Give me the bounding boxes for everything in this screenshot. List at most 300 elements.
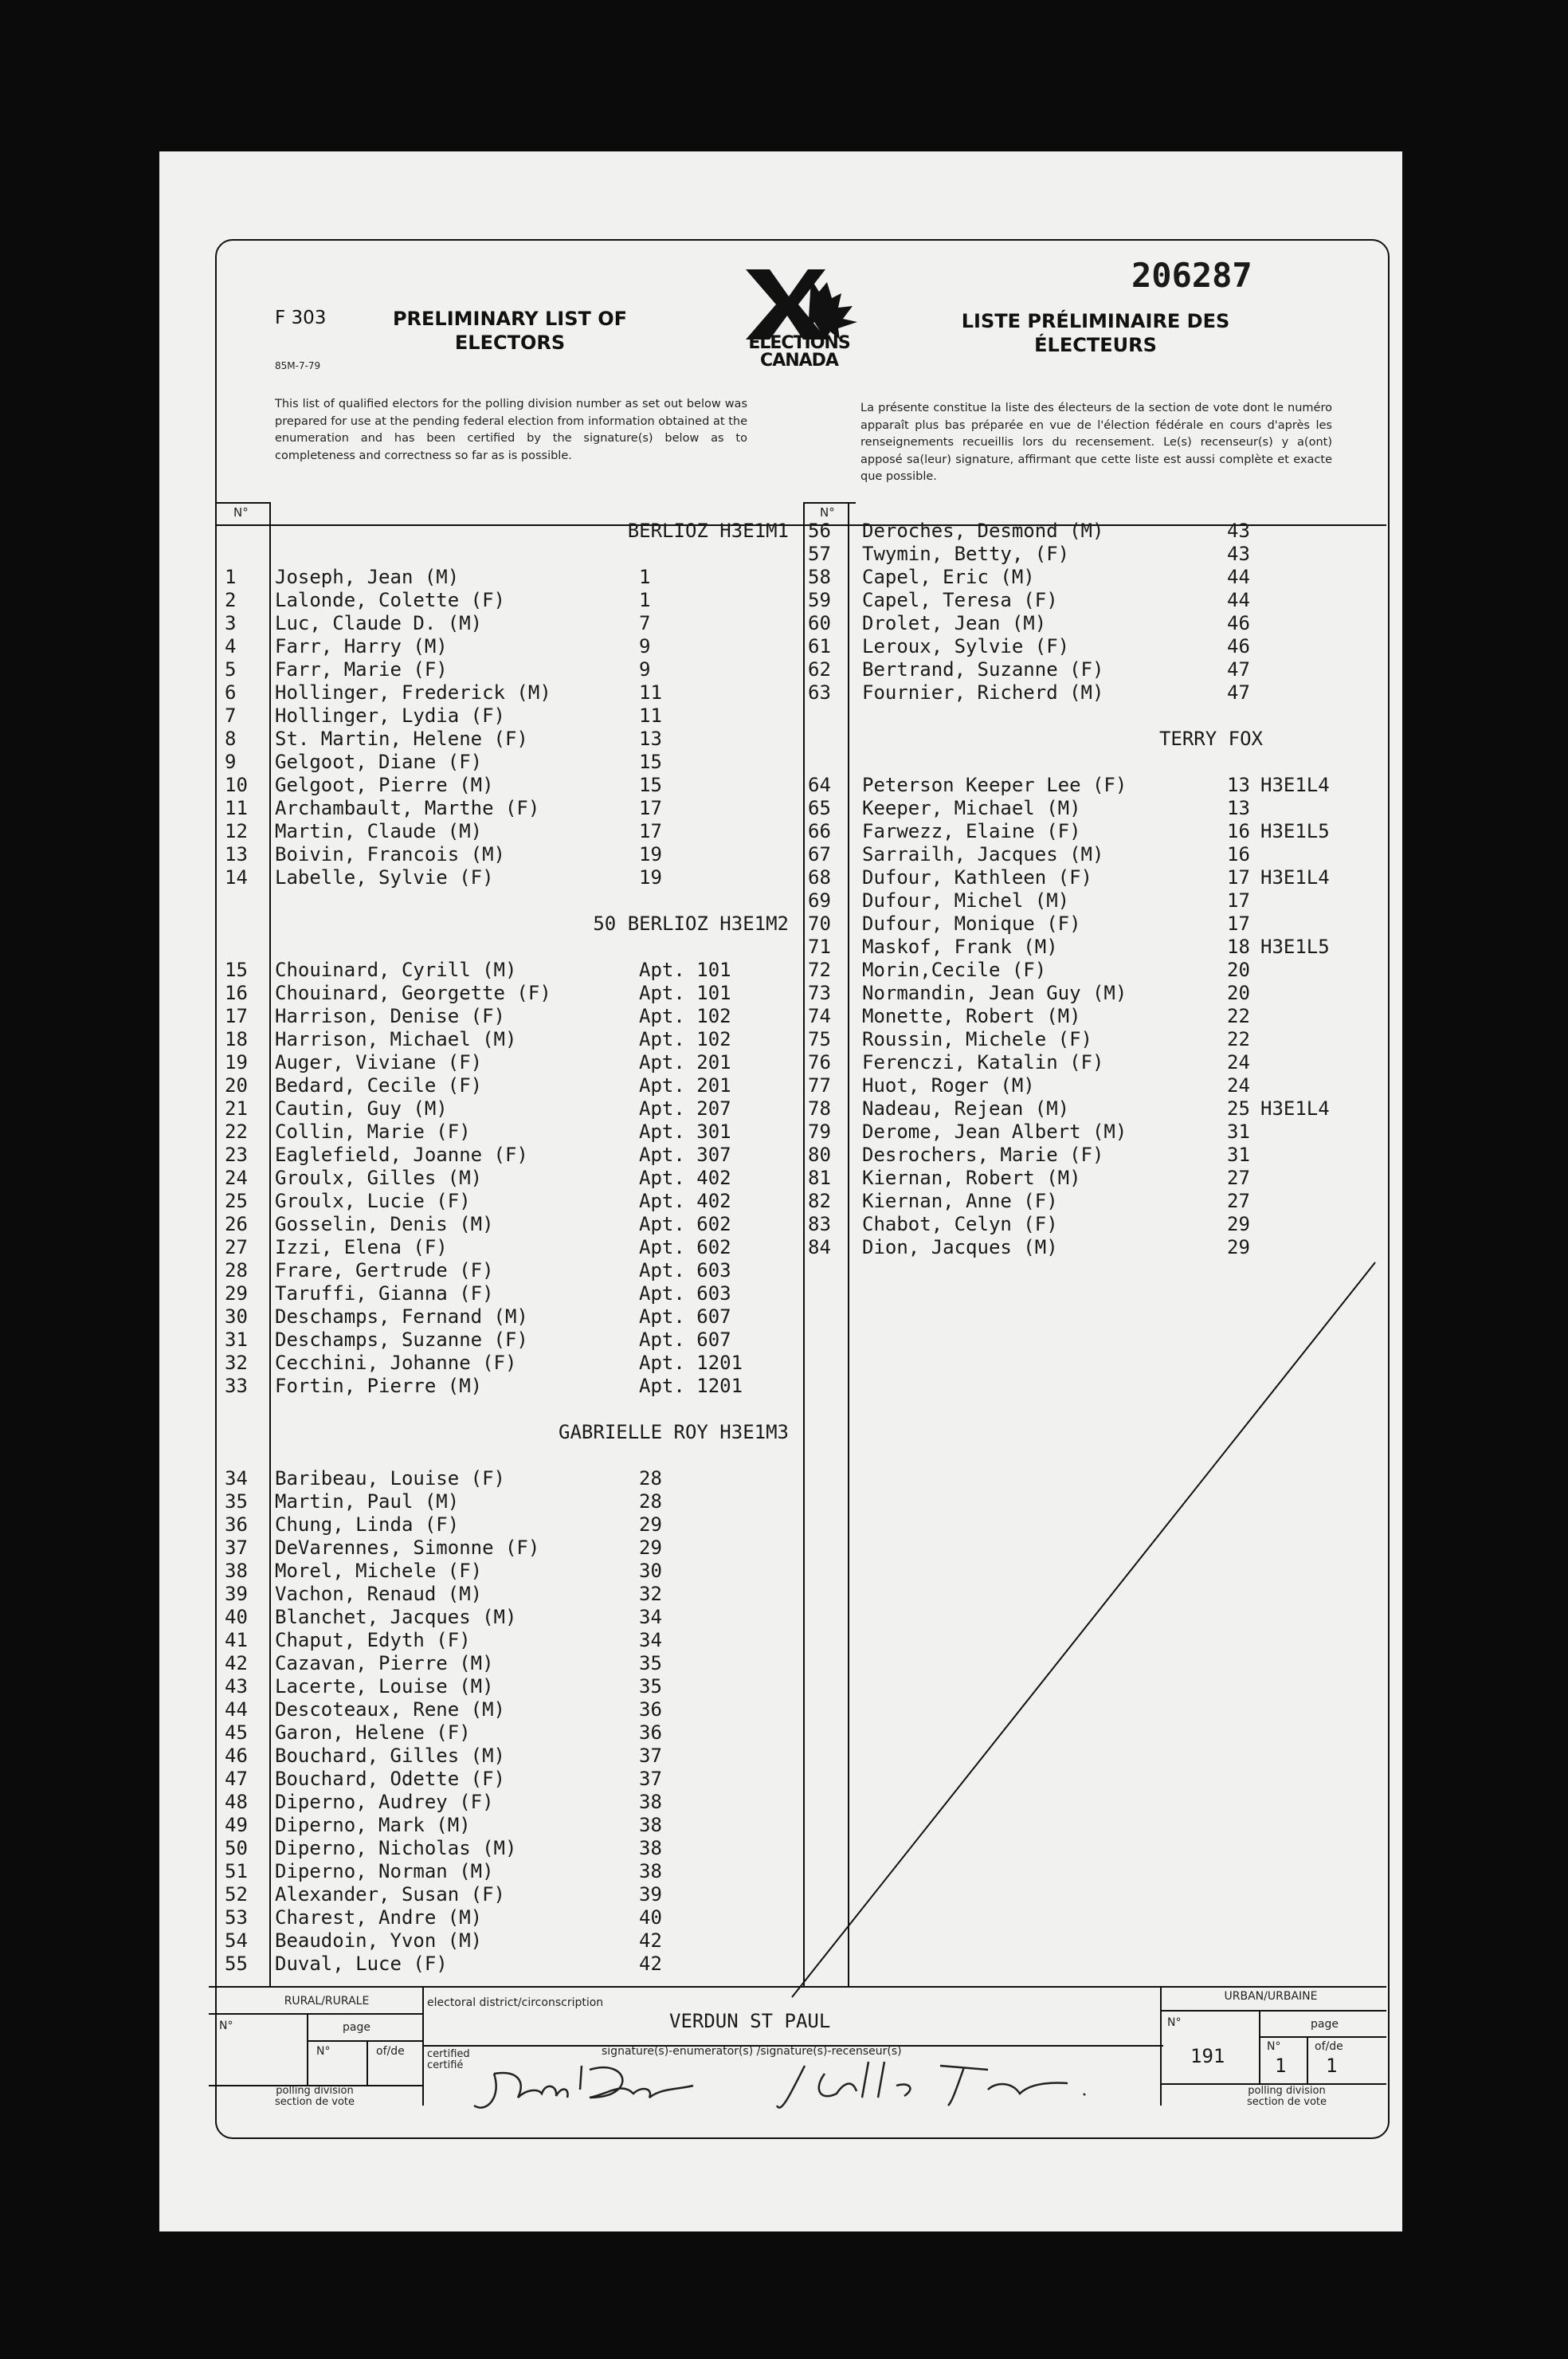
elector-address: Apt. 101 [639, 982, 731, 1004]
elector-number: 81 [808, 1167, 831, 1189]
elector-name: Kiernan, Anne (F) [862, 1190, 1058, 1212]
elector-address: Apt. 201 [639, 1074, 731, 1097]
elector-number: 17 [225, 1005, 248, 1027]
elector-address: 1 [639, 566, 651, 588]
elector-address: 27 [1227, 1167, 1250, 1189]
left-no-header-rule [217, 502, 269, 504]
elector-name: Peterson Keeper Lee (F) [862, 774, 1127, 796]
logo-text-elections: ELECTIONS [748, 333, 850, 353]
rural-of-label: of/de [376, 2045, 405, 2058]
street-heading: 50 BERLIOZ H3E1M2 [593, 913, 789, 935]
elector-address: Apt. 402 [639, 1190, 731, 1212]
elector-row [0, 589, 1568, 612]
title-french-line-2: ÉLECTEURS [1034, 334, 1157, 356]
elector-row [0, 751, 1568, 774]
elector-name: Leroux, Sylvie (F) [862, 635, 1070, 657]
elector-address: 29 [639, 1513, 662, 1536]
intro-english: This list of qualified electors for the polling division number as set out below was prepared for use at the pending federal election from information obtained at the enumeration and has been certified by the signature(s) below as to completeness and correctness so far as is possible. [275, 398, 747, 462]
elector-number: 56 [808, 520, 831, 542]
elector-number: 80 [808, 1144, 831, 1166]
rural-of-rule [367, 2040, 368, 2085]
elector-number: 27 [225, 1236, 248, 1258]
elector-row [0, 681, 1568, 705]
elector-address: 7 [639, 612, 651, 634]
elector-name: Duval, Luce (F) [275, 1953, 448, 1975]
elector-name: Harrison, Denise (F) [275, 1005, 505, 1027]
urban-no-rule [1259, 2010, 1260, 2083]
elector-number: 21 [225, 1097, 248, 1120]
elector-row [0, 1121, 1568, 1144]
elector-name: Ferenczi, Katalin (F) [862, 1051, 1104, 1074]
elector-address: Apt. 603 [639, 1282, 731, 1305]
elector-row [0, 705, 1568, 728]
elector-name: Vachon, Renaud (M) [275, 1583, 483, 1605]
elector-number: 76 [808, 1051, 831, 1074]
elector-address: 20 [1227, 982, 1250, 1004]
elector-name: Eaglefield, Joanne (F) [275, 1144, 528, 1166]
elector-address: 27 [1227, 1190, 1250, 1212]
elector-name: Martin, Claude (M) [275, 820, 483, 842]
elector-number: 82 [808, 1190, 831, 1212]
elector-number: 28 [225, 1259, 248, 1282]
elector-name: Luc, Claude D. (M) [275, 612, 483, 634]
elector-number: 62 [808, 658, 831, 681]
elector-name: Keeper, Michael (M) [862, 797, 1081, 819]
elector-number: 79 [808, 1121, 831, 1143]
elector-number: 45 [225, 1721, 248, 1744]
elector-name: Harrison, Michael (M) [275, 1028, 517, 1050]
elector-number: 78 [808, 1097, 831, 1120]
elector-number: 34 [225, 1467, 248, 1490]
elector-address: 17 [639, 797, 662, 819]
elector-row [0, 1352, 1568, 1375]
elector-name: Diperno, Audrey (F) [275, 1791, 494, 1813]
elector-row [0, 936, 1568, 959]
elector-name: Nadeau, Rejean (M) [862, 1097, 1070, 1120]
elector-address: 24 [1227, 1074, 1250, 1097]
elector-address: 37 [639, 1768, 662, 1790]
elector-number: 39 [225, 1583, 248, 1605]
elector-name: Bedard, Cecile (F) [275, 1074, 483, 1097]
elector-row [0, 1144, 1568, 1167]
elector-number: 20 [225, 1074, 248, 1097]
elector-number: 75 [808, 1028, 831, 1050]
elector-address: Apt. 102 [639, 1028, 731, 1050]
elector-row [0, 1629, 1568, 1652]
elector-row [0, 1028, 1568, 1051]
urban-rule [1160, 2010, 1386, 2012]
elector-name: Alexander, Susan (F) [275, 1883, 505, 1906]
elector-number: 5 [225, 658, 237, 681]
elector-address: 46 [1227, 635, 1250, 657]
urban-page-rule [1259, 2036, 1386, 2038]
elector-name: Chung, Linda (F) [275, 1513, 460, 1536]
elector-row [0, 959, 1568, 982]
elector-number: 30 [225, 1305, 248, 1328]
elector-postal-code: H3E1L5 [1260, 820, 1330, 842]
elector-name: Deroches, Desmond (M) [862, 520, 1104, 542]
elector-name: Huot, Roger (M) [862, 1074, 1035, 1097]
elector-name: Beaudoin, Yvon (M) [275, 1929, 483, 1952]
urban-of-rule [1307, 2036, 1308, 2083]
elector-address: Apt. 602 [639, 1236, 731, 1258]
elector-number: 84 [808, 1236, 831, 1258]
urban-of-label: of/de [1315, 2040, 1343, 2053]
elector-name: Kiernan, Robert (M) [862, 1167, 1081, 1189]
elector-address: 39 [639, 1883, 662, 1906]
elector-postal-code: H3E1L4 [1260, 866, 1330, 889]
elector-number: 67 [808, 843, 831, 865]
elector-address: 11 [639, 705, 662, 727]
elector-row [0, 774, 1568, 797]
elector-name: Cazavan, Pierre (M) [275, 1652, 494, 1674]
elector-address: Apt. 102 [639, 1005, 731, 1027]
elector-number: 4 [225, 635, 237, 657]
elector-name: Diperno, Nicholas (M) [275, 1837, 517, 1859]
elector-row [0, 1282, 1568, 1305]
elector-number: 24 [225, 1167, 248, 1189]
elector-address: Apt. 1201 [639, 1375, 743, 1397]
elector-number: 44 [225, 1698, 248, 1721]
elector-row [0, 1675, 1568, 1698]
elector-name: Groulx, Gilles (M) [275, 1167, 483, 1189]
elector-name: Dufour, Monique (F) [862, 913, 1081, 935]
elector-number: 19 [225, 1051, 248, 1074]
elector-row [0, 1167, 1568, 1190]
elector-address: 43 [1227, 520, 1250, 542]
elector-row [0, 913, 1568, 936]
elector-name: Chouinard, Georgette (F) [275, 982, 551, 1004]
elector-number: 12 [225, 820, 248, 842]
elector-number: 40 [225, 1606, 248, 1628]
elector-number: 3 [225, 612, 237, 634]
elector-number: 66 [808, 820, 831, 842]
elector-address: 36 [639, 1698, 662, 1721]
elector-name: Dion, Jacques (M) [862, 1236, 1058, 1258]
elector-name: Desrochers, Marie (F) [862, 1144, 1104, 1166]
left-no-header: N° [233, 505, 249, 520]
elector-number: 52 [225, 1883, 248, 1906]
elector-number: 23 [225, 1144, 248, 1166]
elector-name: Bouchard, Gilles (M) [275, 1745, 505, 1767]
print-code: 85M-7-79 [275, 360, 321, 371]
elector-number: 9 [225, 751, 237, 773]
street-heading: BERLIOZ H3E1M1 [627, 520, 789, 542]
elector-number: 50 [225, 1837, 248, 1859]
elector-address: 22 [1227, 1005, 1250, 1027]
elector-address: 38 [639, 1814, 662, 1836]
elector-name: Capel, Teresa (F) [862, 589, 1058, 611]
elector-name: Farr, Harry (M) [275, 635, 448, 657]
elector-row [0, 543, 1568, 566]
elector-number: 14 [225, 866, 248, 889]
elector-name: Deschamps, Suzanne (F) [275, 1329, 528, 1351]
elector-number: 55 [225, 1953, 248, 1975]
elector-address: Apt. 607 [639, 1305, 731, 1328]
enumerator-signatures [470, 2050, 1123, 2129]
elector-row [0, 520, 1568, 543]
elector-row [0, 1814, 1568, 1837]
elector-address: 42 [639, 1953, 662, 1975]
elector-name: Taruffi, Gianna (F) [275, 1282, 494, 1305]
urban-polling-line-2: section de vote [1246, 2096, 1327, 2108]
elector-address: 46 [1227, 612, 1250, 634]
urban-no2-label: N° [1267, 2040, 1281, 2053]
elector-number: 83 [808, 1213, 831, 1235]
elector-number: 49 [225, 1814, 248, 1836]
elector-address: 16 [1227, 820, 1250, 842]
elector-row [0, 843, 1568, 866]
elector-address: 25 [1227, 1097, 1250, 1120]
elector-row [0, 1606, 1568, 1629]
certified-line-1: certified [427, 2048, 470, 2060]
serial-number: 206287 [1131, 256, 1252, 295]
rural-no-label: N° [219, 2019, 233, 2032]
elector-address: 36 [639, 1721, 662, 1744]
elector-address: 13 [1227, 797, 1250, 819]
elector-number: 72 [808, 959, 831, 981]
elector-row [0, 1190, 1568, 1213]
elector-number: 37 [225, 1537, 248, 1559]
elector-name: Maskof, Frank (M) [862, 936, 1058, 958]
elector-number: 11 [225, 797, 248, 819]
elector-row [0, 1560, 1568, 1583]
elector-row [0, 1768, 1568, 1791]
elector-row [0, 612, 1568, 635]
elector-row [0, 982, 1568, 1005]
elector-name: Dufour, Michel (M) [862, 889, 1070, 912]
elector-row [0, 728, 1568, 751]
elector-number: 13 [225, 843, 248, 865]
elector-name: Deschamps, Fernand (M) [275, 1305, 528, 1328]
urban-polling-line-1: polling division [1248, 2085, 1326, 2097]
elector-number: 71 [808, 936, 831, 958]
elector-name: Morel, Michele (F) [275, 1560, 483, 1582]
elector-name: Gosselin, Denis (M) [275, 1213, 494, 1235]
elector-address: 29 [1227, 1213, 1250, 1235]
elector-address: 22 [1227, 1028, 1250, 1050]
elector-address: 38 [639, 1860, 662, 1882]
intro-french: La présente constitue la liste des électeurs de la section de vote dont le numéro apparaît plus bas préparée en vue de l'élection fédérale en cours d'après les renseignements recueillis lors du recensement. Le(s) recenseur(s) y a(ont) apposé sa(leur) signature, affirmant que cette liste est aussi complète et exacte que possible. [860, 402, 1332, 483]
elector-address: 28 [639, 1467, 662, 1490]
elector-name: Chouinard, Cyrill (M) [275, 959, 517, 981]
elector-name: Fournier, Richerd (M) [862, 681, 1104, 704]
elections-canada-logo [731, 263, 875, 375]
elector-address: Apt. 201 [639, 1051, 731, 1074]
elector-address: Apt. 101 [639, 959, 731, 981]
elector-name: Diperno, Mark (M) [275, 1814, 471, 1836]
elector-row [0, 1074, 1568, 1097]
elector-name: Farr, Marie (F) [275, 658, 448, 681]
elector-row [0, 1929, 1568, 1953]
elector-address: Apt. 207 [639, 1097, 731, 1120]
elector-address: 40 [639, 1906, 662, 1929]
elector-row [0, 1375, 1568, 1398]
elector-name: Monette, Robert (M) [862, 1005, 1081, 1027]
elector-row [0, 1305, 1568, 1329]
elector-number: 33 [225, 1375, 248, 1397]
elector-name: Bertrand, Suzanne (F) [862, 658, 1104, 681]
elector-address: 35 [639, 1652, 662, 1674]
elector-name: Lalonde, Colette (F) [275, 589, 505, 611]
elector-address: 43 [1227, 543, 1250, 565]
elector-number: 74 [808, 1005, 831, 1027]
elector-address: 24 [1227, 1051, 1250, 1074]
urban-label: URBAN/URBAINE [1224, 1990, 1318, 2003]
elector-row [0, 1583, 1568, 1606]
elector-number: 16 [225, 982, 248, 1004]
urban-no-value: 191 [1190, 2045, 1225, 2067]
rural-no2-label: N° [316, 2045, 331, 2058]
elector-number: 25 [225, 1190, 248, 1212]
urban-page-label: page [1311, 2018, 1339, 2031]
elector-name: Descoteaux, Rene (M) [275, 1698, 505, 1721]
district-value: VERDUN ST PAUL [669, 2010, 831, 2032]
elector-number: 53 [225, 1906, 248, 1929]
elector-number: 57 [808, 543, 831, 565]
elector-number: 10 [225, 774, 248, 796]
elector-row [0, 1490, 1568, 1513]
elector-name: Groulx, Lucie (F) [275, 1190, 471, 1212]
elector-row [0, 566, 1568, 589]
elector-number: 31 [225, 1329, 248, 1351]
elector-number: 58 [808, 566, 831, 588]
elector-number: 59 [808, 589, 831, 611]
elector-name: Gelgoot, Diane (F) [275, 751, 483, 773]
elector-row [0, 1236, 1568, 1259]
elector-row [0, 1467, 1568, 1490]
elector-address: 19 [639, 866, 662, 889]
certified-label [427, 2049, 470, 2071]
elector-name: Izzi, Elena (F) [275, 1236, 448, 1258]
elector-row [0, 820, 1568, 843]
street-heading: TERRY FOX [1158, 728, 1263, 750]
elector-address: 1 [639, 589, 651, 611]
elector-number: 60 [808, 612, 831, 634]
elector-address: 20 [1227, 959, 1250, 981]
elector-row [0, 1329, 1568, 1352]
elector-name: Archambault, Marthe (F) [275, 797, 540, 819]
elector-number: 18 [225, 1028, 248, 1050]
elector-row [0, 866, 1568, 889]
elector-address: 17 [1227, 889, 1250, 912]
elector-name: Dufour, Kathleen (F) [862, 866, 1092, 889]
elector-address: 18 [1227, 936, 1250, 958]
elector-name: Derome, Jean Albert (M) [862, 1121, 1127, 1143]
elector-name: Cautin, Guy (M) [275, 1097, 448, 1120]
elector-name: Collin, Marie (F) [275, 1121, 471, 1143]
elector-postal-code: H3E1L4 [1260, 1097, 1330, 1120]
elector-number: 54 [225, 1929, 248, 1952]
elector-number: 41 [225, 1629, 248, 1651]
elector-address: 32 [639, 1583, 662, 1605]
elector-number: 64 [808, 774, 831, 796]
elector-name: Garon, Helene (F) [275, 1721, 471, 1744]
elector-name: Capel, Eric (M) [862, 566, 1035, 588]
elector-name: Diperno, Norman (M) [275, 1860, 494, 1882]
elector-name: Drolet, Jean (M) [862, 612, 1047, 634]
elector-number: 35 [225, 1490, 248, 1513]
elector-address: Apt. 607 [639, 1329, 731, 1351]
elector-address: 28 [639, 1490, 662, 1513]
rural-page-rule [307, 2040, 422, 2042]
footer-top-rule [209, 1986, 1386, 1988]
elector-address: 13 [639, 728, 662, 750]
title-english-line-1: PRELIMINARY LIST OF [392, 308, 628, 330]
elector-row [0, 1698, 1568, 1721]
elector-postal-code: H3E1L5 [1260, 936, 1330, 958]
elector-number: 48 [225, 1791, 248, 1813]
elector-name: Blanchet, Jacques (M) [275, 1606, 517, 1628]
certified-line-2: certifié [427, 2059, 464, 2071]
rural-rule [209, 2013, 424, 2015]
elector-row [0, 1005, 1568, 1028]
elector-row [0, 1745, 1568, 1768]
elector-number: 42 [225, 1652, 248, 1674]
title-english [374, 307, 645, 355]
elector-number: 26 [225, 1213, 248, 1235]
elector-name: Chabot, Celyn (F) [862, 1213, 1058, 1235]
elector-number: 32 [225, 1352, 248, 1374]
elector-address: Apt. 603 [639, 1259, 731, 1282]
elector-number: 1 [225, 566, 237, 588]
rural-page-label: page [343, 2021, 370, 2034]
elector-row [0, 1791, 1568, 1814]
elector-row [0, 1213, 1568, 1236]
elector-name: Auger, Viviane (F) [275, 1051, 483, 1074]
urban-left-rule [1160, 1986, 1162, 2106]
elector-number: 68 [808, 866, 831, 889]
elector-name: DeVarennes, Simonne (F) [275, 1537, 540, 1559]
elector-row [0, 1953, 1568, 1976]
elector-number: 7 [225, 705, 237, 727]
elector-number: 77 [808, 1074, 831, 1097]
elector-number: 22 [225, 1121, 248, 1143]
elector-address: 34 [639, 1606, 662, 1628]
urban-no-label: N° [1167, 2016, 1182, 2029]
right-no-header: N° [820, 505, 835, 520]
elector-name: Lacerte, Louise (M) [275, 1675, 494, 1698]
elector-row [0, 1513, 1568, 1537]
urban-polling-label [1211, 2086, 1362, 2108]
elector-row [0, 1906, 1568, 1929]
elector-number: 46 [225, 1745, 248, 1767]
rural-no-rule [307, 2013, 308, 2085]
elector-name: Charest, Andre (M) [275, 1906, 483, 1929]
elector-address: 38 [639, 1791, 662, 1813]
elector-address: 11 [639, 681, 662, 704]
elector-name: Farwezz, Elaine (F) [862, 820, 1081, 842]
elector-address: 44 [1227, 589, 1250, 611]
rural-polling-line-2: section de vote [274, 2096, 355, 2108]
elector-name: Bouchard, Odette (F) [275, 1768, 505, 1790]
elector-address: Apt. 602 [639, 1213, 731, 1235]
elector-row [0, 797, 1568, 820]
elector-address: 31 [1227, 1144, 1250, 1166]
elector-name: Joseph, Jean (M) [275, 566, 460, 588]
urban-page-value: 1 [1275, 2055, 1287, 2077]
elector-number: 29 [225, 1282, 248, 1305]
elector-name: Normandin, Jean Guy (M) [862, 982, 1127, 1004]
rural-polling-line-1: polling division [276, 2085, 354, 2097]
elector-name: Labelle, Sylvie (F) [275, 866, 494, 889]
elector-name: Twymin, Betty, (F) [862, 543, 1070, 565]
elector-address: 38 [639, 1837, 662, 1859]
elector-number: 51 [225, 1860, 248, 1882]
elector-number: 36 [225, 1513, 248, 1536]
elector-address: Apt. 1201 [639, 1352, 743, 1374]
title-english-line-2: ELECTORS [454, 332, 566, 354]
